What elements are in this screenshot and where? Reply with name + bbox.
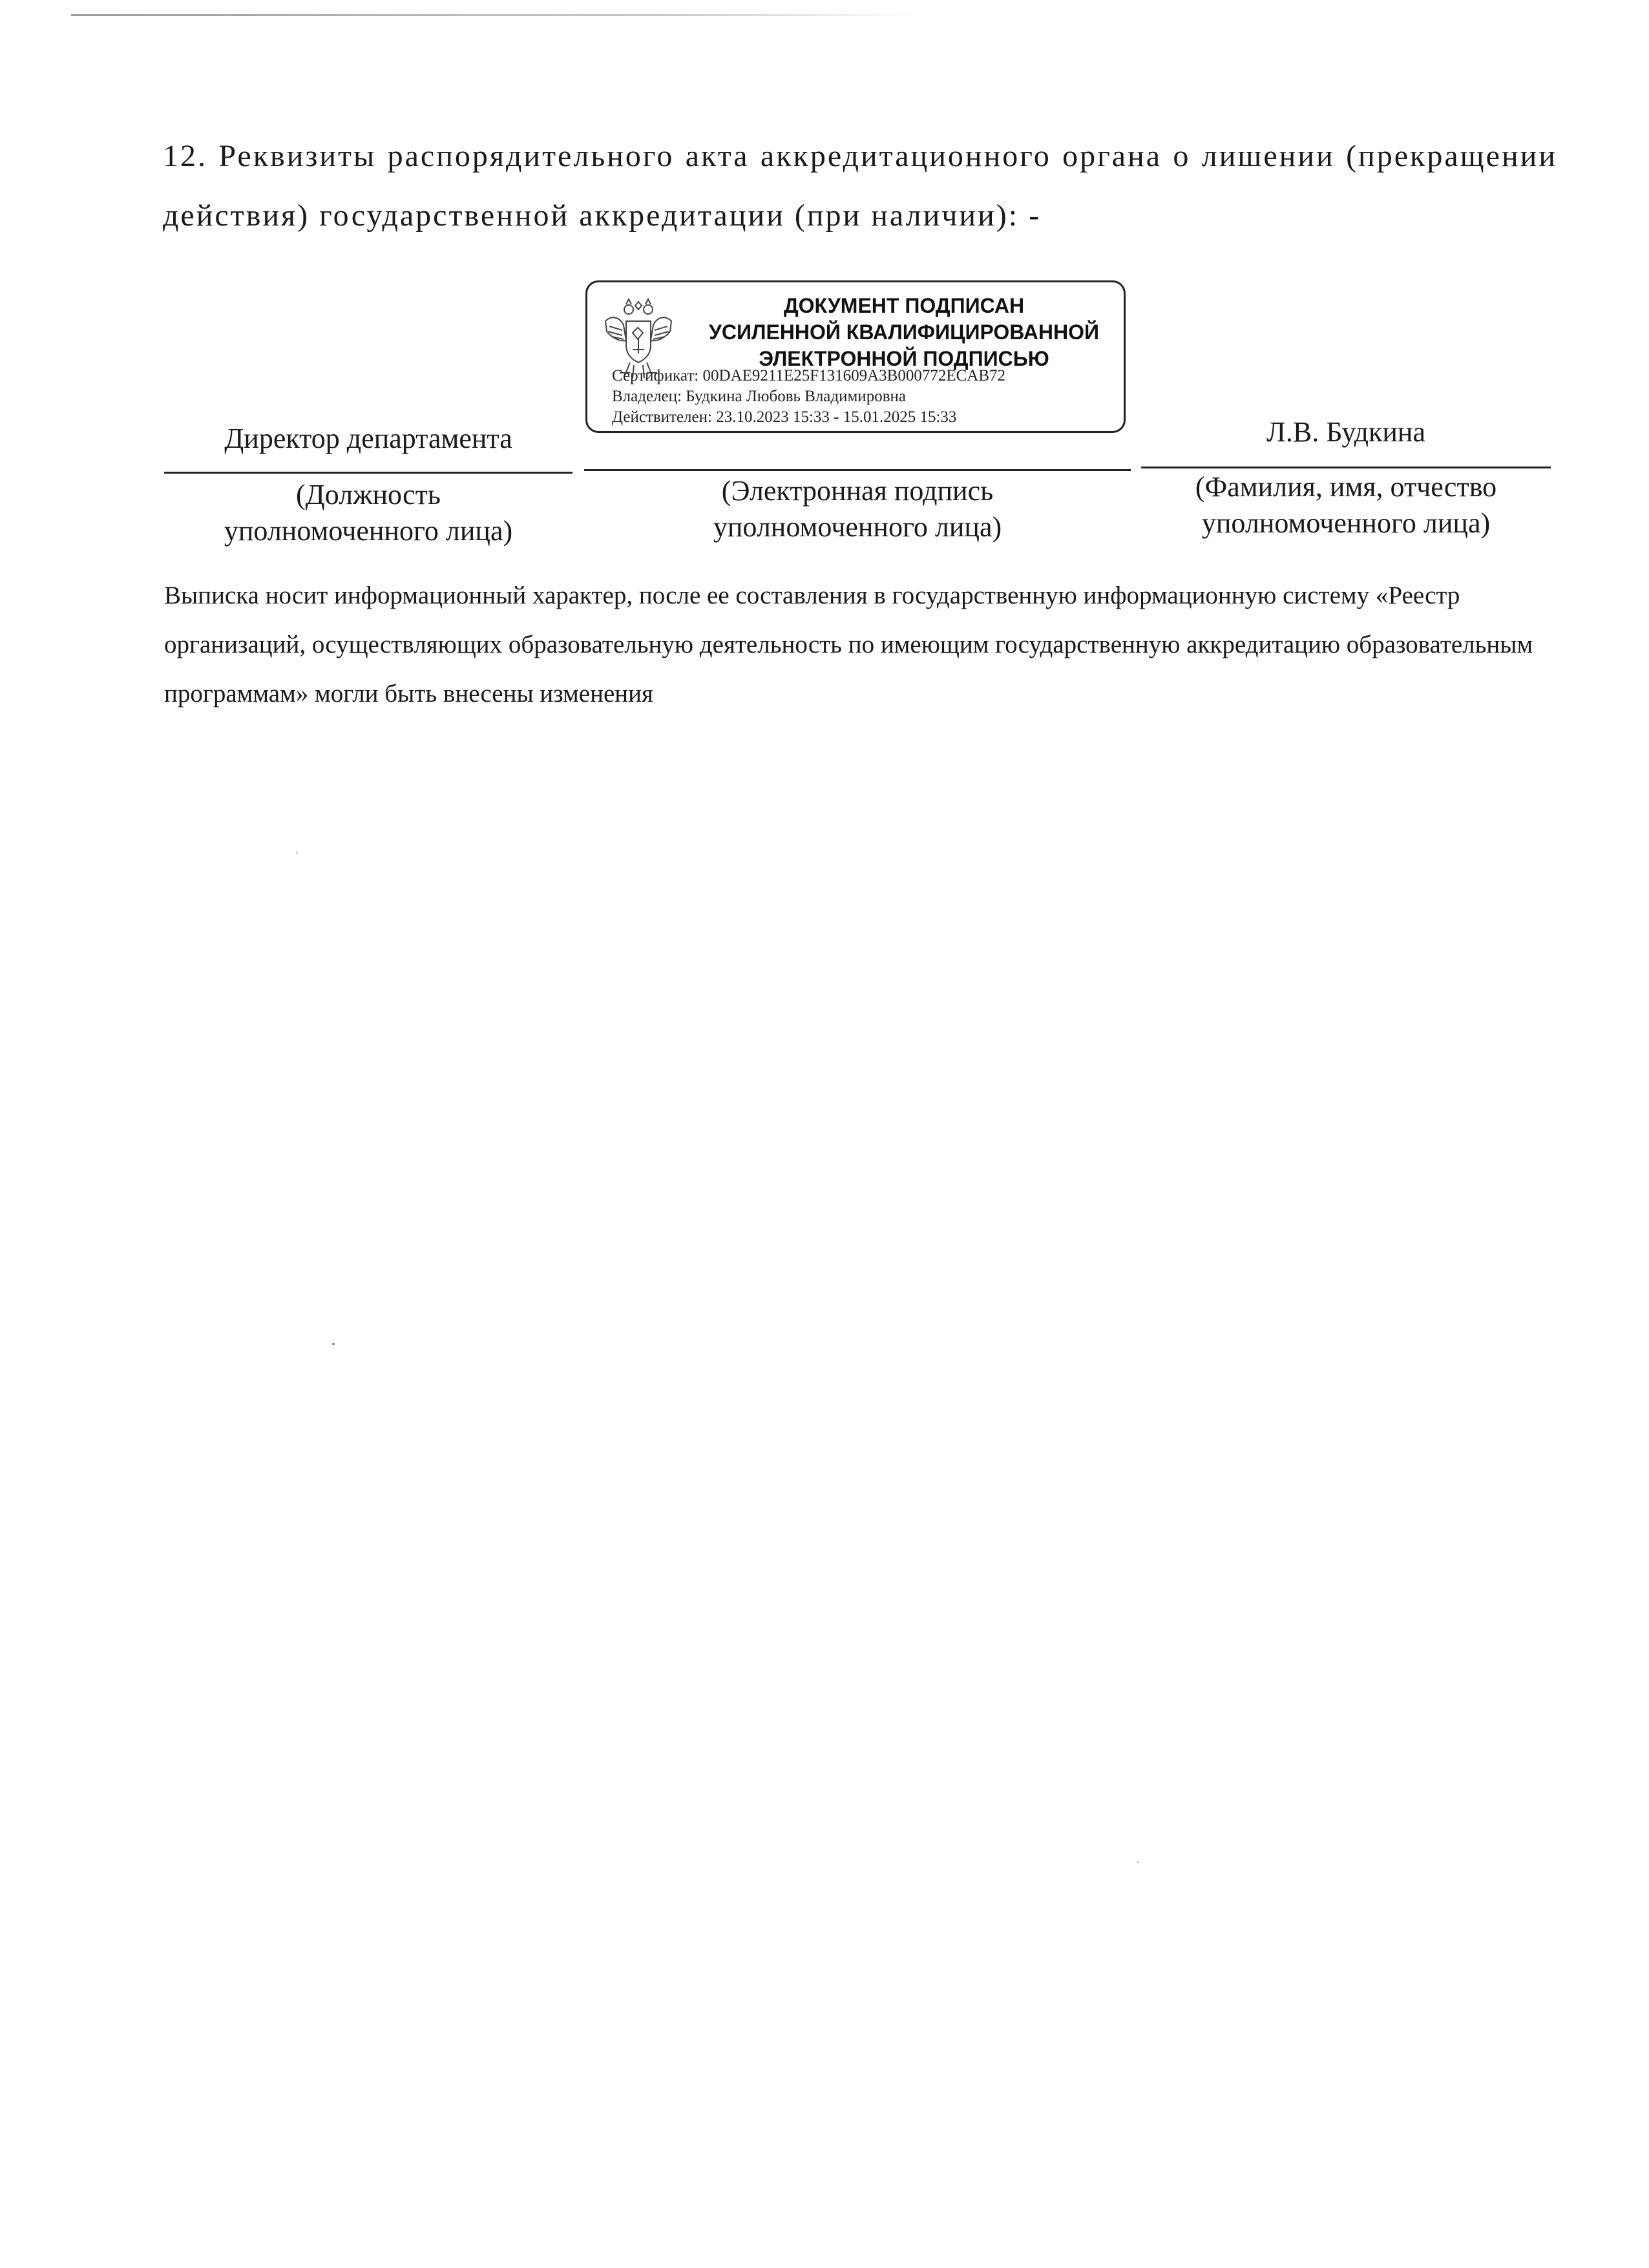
position-underline [164,472,572,474]
name-caption [1141,469,1551,541]
signature-caption [584,473,1131,545]
name-underline [1141,467,1551,468]
signature-underline [584,469,1131,471]
signer-name: Л.В. Будкина [1266,416,1425,448]
stamp-owner: Владелец: Будкина Любовь Владимировна [612,388,906,405]
position-caption-line-2: уполномоченного лица) [224,515,513,547]
section-12-text: 12. Реквизиты распорядительного акта аккредитационного органа о лишении (прекращении действия) государственной аккредитации (при наличии): - [163,139,1557,233]
stamp-certificate: Сертификат: 00DAE9211E25F131609A3B000772ECAB72 [612,367,1005,384]
position-caption [164,477,572,549]
name-caption-line-1: (Фамилия, имя, отчество [1195,471,1497,503]
position-caption-line-1: (Должность [296,479,441,510]
scan-speck [332,1343,335,1345]
page-top-rule [71,14,924,16]
stamp-title-line-3: ЭЛЕКТРОННОЙ ПОДПИСЬЮ [759,347,1049,370]
stamp-title-line-1: ДОКУМЕНТ ПОДПИСАН [783,294,1025,317]
scan-speck [296,852,298,854]
stamp-validity: Действителен: 23.10.2023 15:33 - 15.01.2025 15:33 [612,408,957,426]
signature-caption-line-2: уполномоченного лица) [713,511,1002,543]
name-caption-line-2: уполномоченного лица) [1201,507,1491,539]
scan-speck [1137,1861,1139,1863]
disclaimer-text: Выписка носит информационный характер, после ее составления в государственную информационную систему «Реестр организаций, осуществляющих образовательную деятельность по имеющим государственную аккредитацию образовательным программам» могли быть внесены изменения [164,582,1533,708]
stamp-title [684,293,1124,372]
e-signature-stamp [585,280,1126,433]
stamp-title-line-2: УСИЛЕННОЙ КВАЛИФИЦИРОВАННОЙ [708,320,1100,344]
signature-caption-line-1: (Электронная подпись [721,475,994,507]
signer-position: Директор департамента [224,423,512,454]
